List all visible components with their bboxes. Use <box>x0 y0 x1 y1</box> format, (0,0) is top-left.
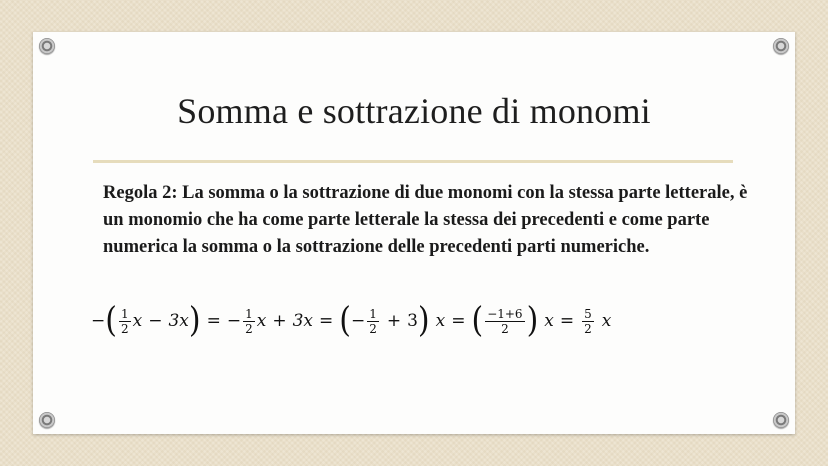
pin-bottom-right-icon <box>773 412 789 428</box>
formula-op-plus-1: + <box>272 311 287 331</box>
formula-eq-1: = <box>206 311 221 331</box>
formula-x-3: x <box>435 311 446 331</box>
formula-op-minus: − <box>148 311 163 331</box>
slide-title: Somma e sottrazione di monomi <box>177 91 651 131</box>
formula-lparen-3: ( <box>471 300 484 341</box>
formula-frac-5 <box>582 307 594 336</box>
formula-three: 3 <box>407 311 418 331</box>
pin-top-right-icon <box>773 38 789 54</box>
pin-top-left-icon <box>39 38 55 54</box>
formula-eq-2: = <box>318 311 334 331</box>
frac-denominator: 2 <box>120 321 129 336</box>
formula-rparen-2: ) <box>417 300 430 341</box>
rule-text: La somma o la sottrazione di due monomi con la stessa parte letterale, è un monomio che ha come parte letterale la stessa dei precedenti e come parte numerica la somma o la sottrazione delle precedenti parti numeriche. <box>103 183 748 257</box>
frac-numerator: 5 <box>584 306 592 321</box>
frac-denominator: 2 <box>501 321 509 336</box>
formula-frac-3 <box>367 307 379 336</box>
formula-rparen-1: ) <box>188 300 201 341</box>
frac-denominator: 2 <box>584 321 592 336</box>
frac-numerator: 1 <box>369 306 377 321</box>
formula-minus-3: − <box>350 311 366 331</box>
rule-label: Regola 2: <box>103 183 178 203</box>
formula-frac-1 <box>119 307 131 336</box>
rule-paragraph <box>103 180 753 261</box>
formula-three-x-1: 3x <box>168 311 189 331</box>
formula-frac-4 <box>485 307 524 336</box>
pin-bottom-left-icon <box>39 412 55 428</box>
formula-minus-2: − <box>226 311 242 331</box>
formula-x-1: x <box>132 311 143 331</box>
formula-eq-4: = <box>559 311 575 331</box>
frac-numerator: −1+6 <box>487 306 523 321</box>
slide <box>33 32 795 434</box>
formula-eq-3: = <box>451 311 466 331</box>
formula-x-2: x <box>256 311 267 331</box>
formula-rparen-3: ) <box>526 300 539 341</box>
frac-denominator: 2 <box>369 321 377 336</box>
formula-minus: − <box>91 311 106 331</box>
formula <box>91 300 612 341</box>
formula-frac-2 <box>243 307 255 336</box>
formula-three-x-2: 3x <box>292 311 313 331</box>
frac-numerator: 1 <box>245 306 253 321</box>
frac-numerator: 1 <box>120 306 129 321</box>
formula-lparen-2: ( <box>339 300 351 341</box>
formula-lparen-1: ( <box>105 300 117 341</box>
formula-x-5: x <box>601 311 612 331</box>
formula-op-plus-2: + <box>386 311 402 331</box>
frac-denominator: 2 <box>245 321 253 336</box>
title-divider <box>93 160 733 163</box>
formula-x-4: x <box>544 311 554 331</box>
